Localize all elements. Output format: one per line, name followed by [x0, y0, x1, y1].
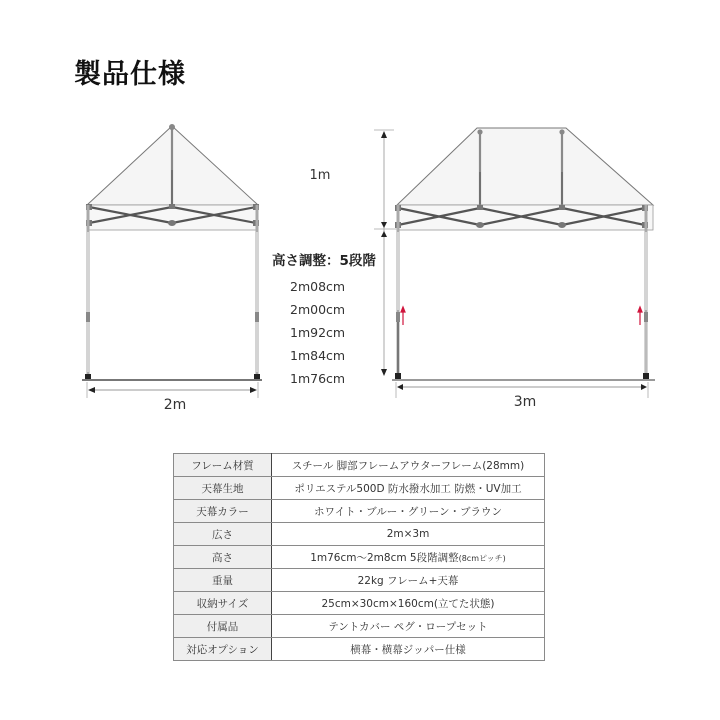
roof-height-label: 1m: [309, 168, 331, 183]
spec-value: 25cm×30cm×160cm(立てた状態): [272, 592, 545, 615]
spec-value: 横幕・横幕ジッパー仕様: [272, 638, 545, 661]
spec-key: 高さ: [174, 546, 272, 569]
spec-key: 天幕生地: [174, 477, 272, 500]
spec-key: 対応オプション: [174, 638, 272, 661]
spec-value-cell: [272, 546, 545, 569]
spec-key: 天幕カラー: [174, 500, 272, 523]
spec-value: スチール 脚部フレームアウターフレーム(28mm): [272, 454, 545, 477]
spec-table: [173, 453, 545, 661]
table-row: [174, 615, 545, 638]
spec-value: 2m×3m: [272, 523, 545, 546]
table-row: [174, 569, 545, 592]
table-row: [174, 592, 545, 615]
right-width-label: 3m: [513, 394, 537, 410]
spec-value: ホワイト・ブルー・グリーン・ブラウン: [272, 500, 545, 523]
table-row: [174, 546, 545, 569]
right-tent-illustration: [392, 128, 655, 380]
table-row: [174, 523, 545, 546]
spec-key: 付属品: [174, 615, 272, 638]
left-width-dimension: [87, 382, 258, 398]
left-width-label: 2m: [163, 397, 187, 413]
spec-value: テントカバー ペグ・ロープセット: [272, 615, 545, 638]
height-level: 1m76cm: [290, 371, 346, 386]
left-tent-illustration: [82, 124, 262, 380]
height-adjust-title: 高さ調整：5段階: [272, 253, 376, 269]
height-level-list: [290, 275, 345, 390]
spec-value: ポリエステル500D 防水撥水加工 防燃・UV加工: [272, 477, 545, 500]
spec-value: 22kg フレーム+天幕: [272, 569, 545, 592]
spec-key: フレーム材質: [174, 454, 272, 477]
table-row: [174, 638, 545, 661]
height-dimension: [374, 130, 398, 376]
spec-value: 1m76cm～2m8cm 5段階調整: [310, 551, 459, 564]
spec-value-note: (8cmピッチ): [458, 553, 506, 563]
spec-key: 収納サイズ: [174, 592, 272, 615]
spec-key: 重量: [174, 569, 272, 592]
table-row: [174, 454, 545, 477]
table-row: [174, 477, 545, 500]
height-level: 2m08cm: [290, 279, 346, 294]
height-level: 1m84cm: [290, 348, 346, 363]
height-level: 2m00cm: [290, 302, 346, 317]
page-title: 製品仕様: [74, 59, 186, 90]
height-level: 1m92cm: [290, 325, 346, 340]
spec-key: 広さ: [174, 523, 272, 546]
table-row: [174, 500, 545, 523]
